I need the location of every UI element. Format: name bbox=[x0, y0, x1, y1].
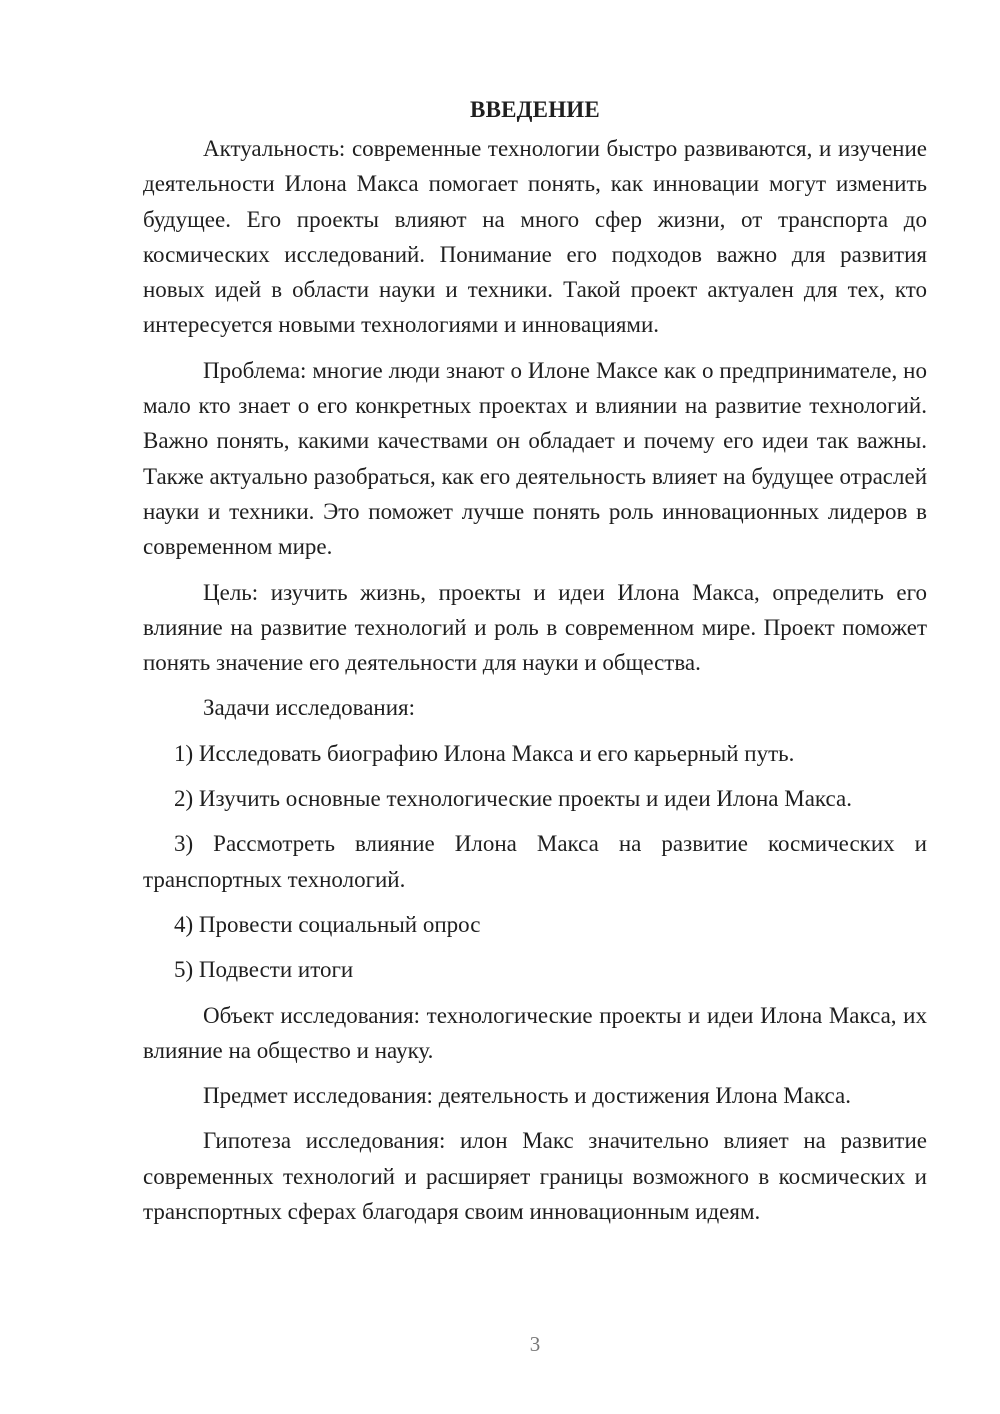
task-item-3: 3) Рассмотреть влияние Илона Макса на развитие космических и транспортных технологий. bbox=[143, 831, 927, 892]
task-item-1: 1) Исследовать биографию Илона Макса и его карьерный путь. bbox=[174, 740, 795, 766]
object-paragraph: Объект исследования: технологические проекты и идеи Илона Макса, их влияние на общество и науку. bbox=[143, 1002, 927, 1063]
tasks-heading: Задачи исследования: bbox=[203, 695, 416, 721]
problem-paragraph: Проблема: многие люди знают о Илоне Максе как о предпринимателе, но мало кто знает о его конкретных проектах и влиянии на развитие технологий. Важно понять, какими качествами он обладает и почему его идеи так важны. Также актуально разобраться, как его деятельность влияет на будущее отраслей науки и техники. Это поможет лучше понять роль инновационных лидеров в современном мире. bbox=[143, 357, 927, 560]
goal-paragraph: Цель: изучить жизнь, проекты и идеи Илона Макса, определить его влияние на развитие технологий и роль в современном мире. Проект поможет понять значение его деятельности для науки и общества. bbox=[143, 579, 927, 676]
section-title: ВВЕДЕНИЕ bbox=[470, 97, 600, 122]
subject-paragraph: Предмет исследования: деятельность и достижения Илона Макса. bbox=[203, 1083, 851, 1109]
page-number: 3 bbox=[529, 1332, 541, 1356]
task-item-5: 5) Подвести итоги bbox=[174, 957, 354, 983]
relevance-paragraph: Актуальность: современные технологии быстро развиваются, и изучение деятельности Илона Макса помогает понять, как инновации могут изменить будущее. Его проекты влияют на много сфер жизни, от транспорта до космических исследований. Понимание его подходов важно для развития новых идей в области науки и техники. Такой проект актуален для тех, кто интересуется новыми технологиями и инновациями. bbox=[143, 136, 927, 338]
task-item-4: 4) Провести социальный опрос bbox=[174, 911, 481, 937]
task-item-2: 2) Изучить основные технологические проекты и идеи Илона Макса. bbox=[174, 786, 852, 812]
hypothesis-paragraph: Гипотеза исследования: илон Макс значительно влияет на развитие современных технологий и расширяет границы возможного в космических и транспортных сферах благодаря своим инновационным идеям. bbox=[143, 1128, 927, 1225]
document-page bbox=[143, 92, 927, 1239]
